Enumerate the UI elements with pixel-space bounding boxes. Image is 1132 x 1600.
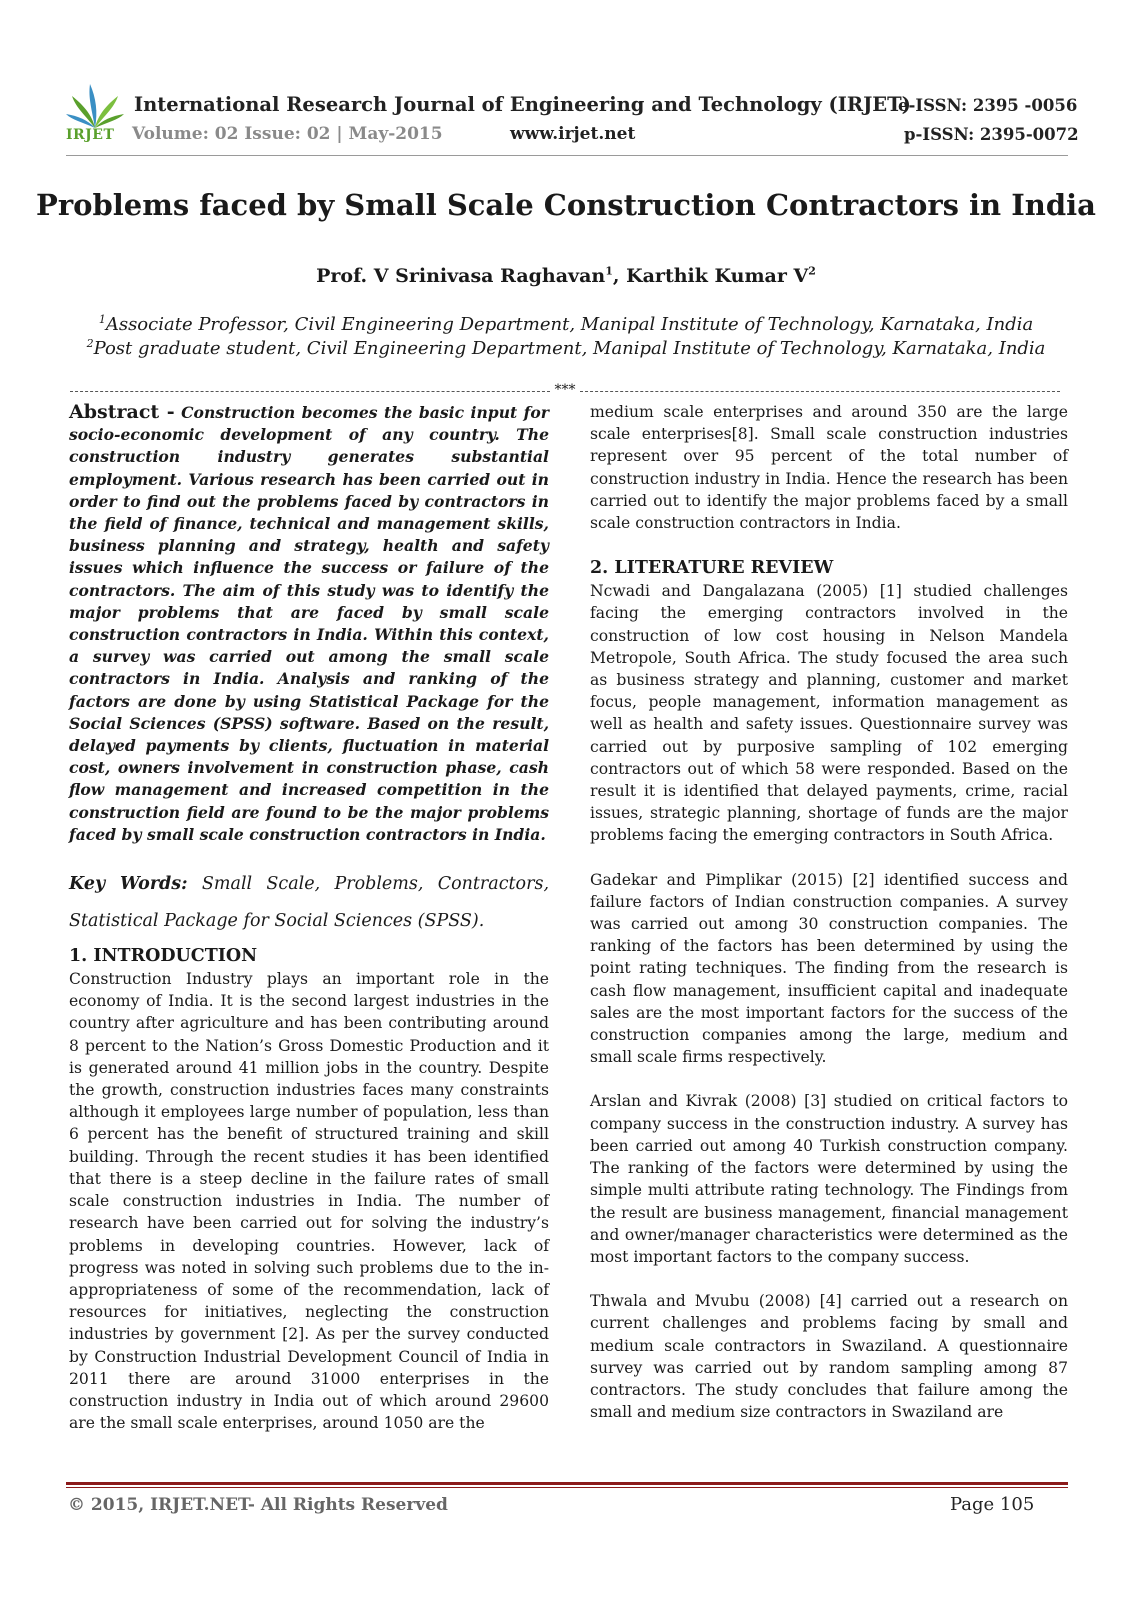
volume-issue: Volume: 02 Issue: 02 | May-2015 <box>132 124 443 144</box>
author-2: Karthik Kumar V <box>626 265 809 287</box>
journal-website: www.irjet.net <box>510 124 636 144</box>
abstract-text: Construction becomes the basic input for socio-economic development of any country. The construction industry generates substantial employment. Various research has been carried out in order to find out the problems faced by contractors in the field of finance, technical and management skills, business planning and strategy, health and safety issues which influence the success or failure of the contractors. The aim of this study was to identify the major problems that are faced by small scale construction contractors in India. Within this context, a survey was carried out among the small scale contractors in India. Analysis and ranking of the factors are done by using Statistical Package for the Social Sciences (SPSS) software. Based on the result, delayed payments by clients, fluctuation in material cost, owners involvement in construction phase, cash flow management and increased competition in the construction field are found to be the major problems faced by small scale construction contractors in India. <box>69 403 550 844</box>
affiliation-1 <box>0 314 1132 335</box>
intro-text: Construction Industry plays an important role in the economy of India. It is the second largest industries in the country after agriculture and has been contributing around 8 percent to the Nation’s Gross Domestic Production and it is generated around 41 million jobs in the country. Despite the growth, construction industries faces many constraints although it employees large number of population, less than 6 percent has the benefit of structured training and skill building. Through the recent studies it has been identified that there is a steep decline in the failure rates of small scale construction industries in India. The number of research have been carried out for solving the industry’s problems in developing countries. However, lack of progress was noted in solving such problems due to the in-appropriateness of some of the recommendation, lack of resources for initiatives, neglecting the construction industries by government [2]. As per the survey conducted by Construction Industrial Development Council of India in 2011 there are around 31000 enterprises in the construction industry in India out of which around 29600 are the small scale enterprises, around 1050 are the <box>69 970 549 1433</box>
literature-paragraph-3: Arslan and Kivrak (2008) [3] studied on critical factors to company success in the construction industry. A survey has been carried out among 40 Turkish construction company. The ranking of the factors were determined by using the simple multi attribute rating technology. The Findings from the result are business management, financial management and owner/manager characteristics were determined as the most important factors to the company success. <box>590 1092 1068 1266</box>
literature-paragraph-2: Gadekar and Pimplikar (2015) [2] identified success and failure factors of Indian construction companies. A survey was carried out among 30 construction companies. The ranking of the factors has been determined by using the point rating techniques. The finding from the research is cash flow management, insufficient capital and inadequate sales are the most important factors for the success of the construction companies among the large, medium and small scale firms respectively. <box>590 870 1068 1067</box>
author-1: Prof. V Srinivasa Raghavan <box>316 265 606 287</box>
separator-left <box>70 391 550 392</box>
p-issn: p-ISSN: 2395-0072 <box>904 125 1079 144</box>
abstract-label: Abstract - <box>69 401 175 423</box>
affiliation-2 <box>0 338 1132 359</box>
author-1-sup: 1 <box>605 264 613 278</box>
keywords <box>69 866 549 940</box>
logo-text: IRJET <box>66 127 115 143</box>
separator-stars: *** <box>554 382 576 398</box>
keywords-text: Small Scale, Problems, Contractors, Statistical Package for Social Sciences (SPSS). <box>69 874 550 932</box>
author-2-sup: 2 <box>808 264 816 278</box>
left-column <box>69 401 549 1434</box>
affiliation-2-text: Post graduate student, Civil Engineering Department, Manipal Institute of Technology, Karnataka, India <box>93 338 1046 359</box>
e-issn: e-ISSN: 2395 -0056 <box>898 96 1078 115</box>
intro-continued: medium scale enterprises and around 350 are the large scale enterprises[8]. Small scale construction industries represent over 95 percent of the total number of construction industry in India. Hence the research has been carried out to identify the major problems faced by a small scale construction contractors in India. <box>590 403 1068 533</box>
affiliation-2-sup: 2 <box>86 337 94 350</box>
author-line <box>0 265 1132 287</box>
right-column <box>590 401 1068 1423</box>
separator-right <box>580 391 1060 392</box>
literature-paragraph-4: Thwala and Mvubu (2008) [4] carried out a research on current challenges and problems facing by small and medium scale contractors in Swaziland. A questionnaire survey was carried out by random sampling among 87 contractors. The study concludes that failure among the small and medium size contractors in Swaziland are <box>590 1292 1068 1422</box>
intro-heading: 1. INTRODUCTION <box>69 946 258 967</box>
paper-title: Problems faced by Small Scale Construction Contractors in India <box>36 188 1096 222</box>
header-rule <box>66 155 1068 156</box>
journal-name: International Research Journal of Engineering and Technology (IRJET) <box>134 93 911 116</box>
footer-rule-thick <box>66 1482 1068 1485</box>
literature-heading: 2. LITERATURE REVIEW <box>590 558 834 579</box>
footer-rule-thin <box>66 1487 1068 1488</box>
author-separator: , <box>612 265 627 287</box>
keywords-label: Key Words: <box>69 874 188 895</box>
literature-paragraph-1: Ncwadi and Dangalazana (2005) [1] studied challenges facing the emerging contractors involved in the construction of low cost housing in Nelson Mandela Metropole, South Africa. The study focused the area such as business strategy and planning, customer and market focus, people management, information management as well as health and safety issues. Questionnaire survey was carried out by purposive sampling of 102 emerging contractors out of which 58 were responded. Based on the result it is identified that delayed payments, crime, racial issues, strategic planning, shortage of funds are the major problems facing the emerging contractors in South Africa. <box>590 582 1068 845</box>
copyright: © 2015, IRJET.NET- All Rights Reserved <box>68 1495 448 1515</box>
affiliation-1-text: Associate Professor, Civil Engineering Department, Manipal Institute of Technology, Karnataka, India <box>105 314 1034 335</box>
page-number: Page 105 <box>950 1494 1035 1515</box>
affiliation-1-sup: 1 <box>98 313 106 326</box>
abstract <box>69 401 549 846</box>
